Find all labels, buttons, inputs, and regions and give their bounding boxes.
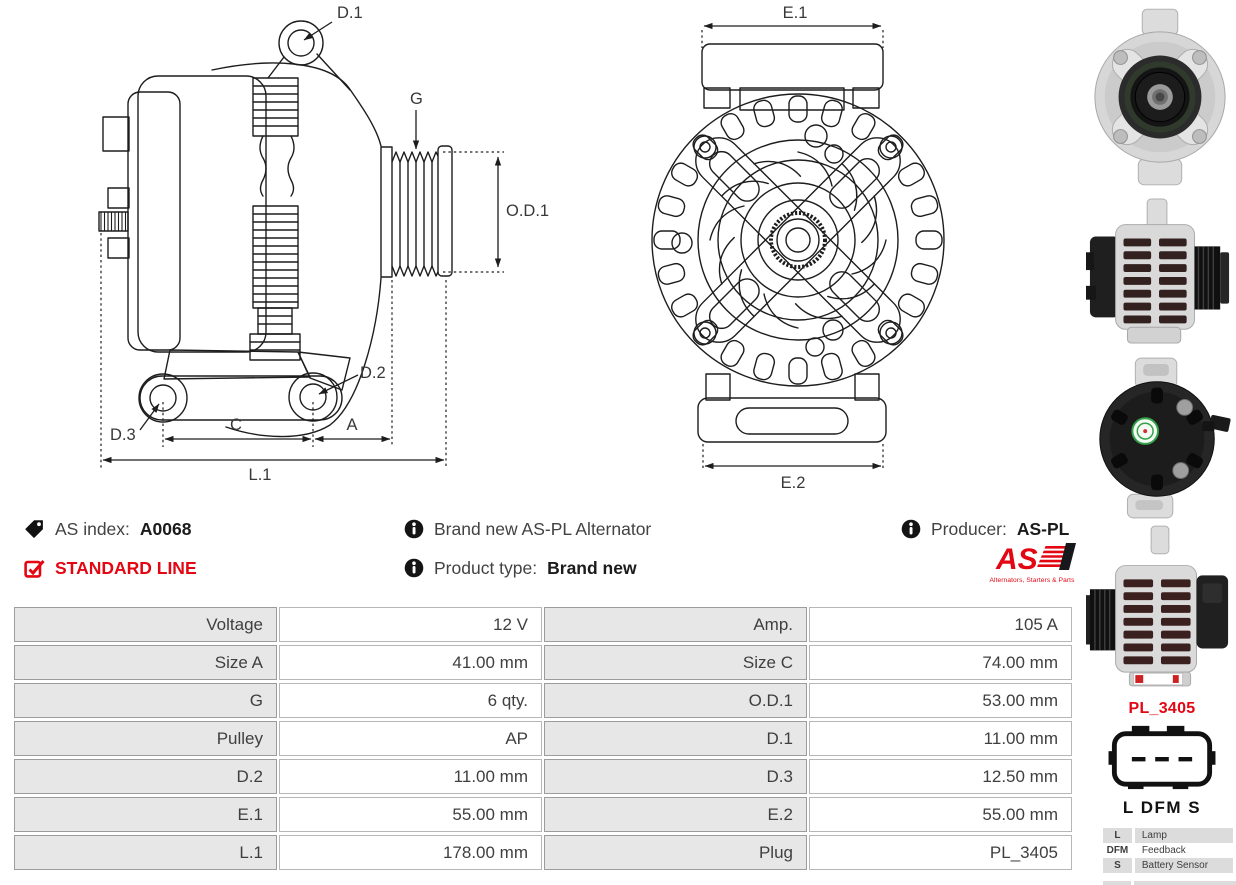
spec-value-cell: 12 V <box>279 607 542 642</box>
legend-desc-cell: Feedback <box>1141 845 1186 856</box>
as-pl-logo <box>986 540 1078 586</box>
spec-value-cell: 55.00 mm <box>809 797 1072 832</box>
product-photo-gallery <box>1086 2 1234 691</box>
plug-legend <box>1100 828 1236 873</box>
spec-label-cell: O.D.1 <box>544 683 807 718</box>
spec-value-cell: 74.00 mm <box>809 645 1072 680</box>
product-type-value: Brand new <box>547 557 637 578</box>
plug-panel <box>1088 700 1236 885</box>
logo-tagline: Alternators, Starters & Parts <box>989 577 1075 584</box>
alternator-side-view-diagram <box>0 0 570 500</box>
legend-empty-row <box>1103 881 1236 885</box>
table-row <box>14 835 1072 870</box>
producer-label: Producer: <box>931 518 1007 539</box>
spec-label-cell: D.3 <box>544 759 807 794</box>
spec-value-cell: 41.00 mm <box>279 645 542 680</box>
legend-desc-cell: Battery Sensor <box>1135 858 1233 873</box>
legend-row <box>1103 858 1233 873</box>
spec-label-cell: E.2 <box>544 797 807 832</box>
spec-value-cell: 55.00 mm <box>279 797 542 832</box>
dimension-label-g: G <box>410 90 423 108</box>
spec-label-cell: L.1 <box>14 835 277 870</box>
product-photo-side-left-pulley[interactable] <box>1086 523 1234 691</box>
description-line <box>404 517 651 541</box>
legend-key-cell: L <box>1103 828 1132 843</box>
producer-value: AS-PL <box>1016 518 1070 539</box>
producer-line <box>901 517 1069 541</box>
dimension-label-a: A <box>346 416 358 434</box>
spec-value-cell: PL_3405 <box>809 835 1072 870</box>
product-photo-front[interactable] <box>1086 2 1234 192</box>
dimension-label-l1: L.1 <box>248 466 272 484</box>
table-row <box>14 645 1072 680</box>
dimension-label-e1: E.1 <box>782 4 808 22</box>
dimension-label-d3: D.3 <box>110 426 136 444</box>
spec-label-cell: Amp. <box>544 607 807 642</box>
spec-label-cell: Size C <box>544 645 807 680</box>
product-photo-side-right-pulley[interactable] <box>1086 195 1234 353</box>
logo-text: AS <box>996 543 1038 576</box>
spec-label-cell: Size A <box>14 645 277 680</box>
table-row <box>14 683 1072 718</box>
spec-label-cell: Pulley <box>14 721 277 756</box>
legend-key-cell: DFM <box>1106 845 1129 856</box>
as-index-label: AS index: <box>55 518 130 539</box>
plug-code: PL_3405 <box>1128 700 1196 717</box>
spec-label-cell: Voltage <box>14 607 277 642</box>
legend-row <box>1103 843 1233 858</box>
product-description: Brand new AS-PL Alternator <box>434 518 652 539</box>
dimension-label-od1: O.D.1 <box>506 202 550 220</box>
legend-row <box>1103 828 1233 843</box>
checkbox-icon <box>23 557 45 579</box>
info-icon <box>404 558 424 578</box>
spec-value-cell: 11.00 mm <box>809 721 1072 756</box>
alternator-front-view-diagram <box>600 0 980 500</box>
spec-table <box>12 604 1074 873</box>
table-row <box>14 721 1072 756</box>
info-icon <box>901 519 921 539</box>
spec-label-cell: D.2 <box>14 759 277 794</box>
product-type-line <box>404 556 637 580</box>
legend-desc-cell: Lamp <box>1135 828 1233 843</box>
table-row <box>14 759 1072 794</box>
spec-value-cell: 53.00 mm <box>809 683 1072 718</box>
table-row <box>14 607 1072 642</box>
standard-line-badge <box>23 556 197 580</box>
product-type-label: Product type: <box>434 557 538 578</box>
spec-value-cell: 6 qty. <box>279 683 542 718</box>
spec-value-cell: 11.00 mm <box>279 759 542 794</box>
plug-pins-label: L DFM S <box>1122 798 1202 817</box>
spec-label-cell: Plug <box>544 835 807 870</box>
dimension-label-c: C <box>230 416 242 434</box>
spec-label-cell: G <box>14 683 277 718</box>
table-row <box>14 797 1072 832</box>
product-photo-rear[interactable] <box>1086 356 1234 520</box>
spec-value-cell: 178.00 mm <box>279 835 542 870</box>
spec-value-cell: 12.50 mm <box>809 759 1072 794</box>
as-index-line <box>23 517 191 541</box>
standard-line-label: STANDARD LINE <box>55 557 197 578</box>
dimension-label-d1: D.1 <box>337 4 363 22</box>
dimension-label-d2: D.2 <box>360 364 386 382</box>
as-index-value: A0068 <box>139 518 192 539</box>
spec-label-cell: E.1 <box>14 797 277 832</box>
dimension-label-e2: E.2 <box>780 474 806 492</box>
plug-connector-diagram <box>1107 722 1217 792</box>
spec-label-cell: D.1 <box>544 721 807 756</box>
info-icon <box>404 519 424 539</box>
spec-value-cell: 105 A <box>809 607 1072 642</box>
spec-value-cell: AP <box>279 721 542 756</box>
tag-icon <box>23 518 45 540</box>
legend-key-cell: S <box>1103 858 1132 873</box>
